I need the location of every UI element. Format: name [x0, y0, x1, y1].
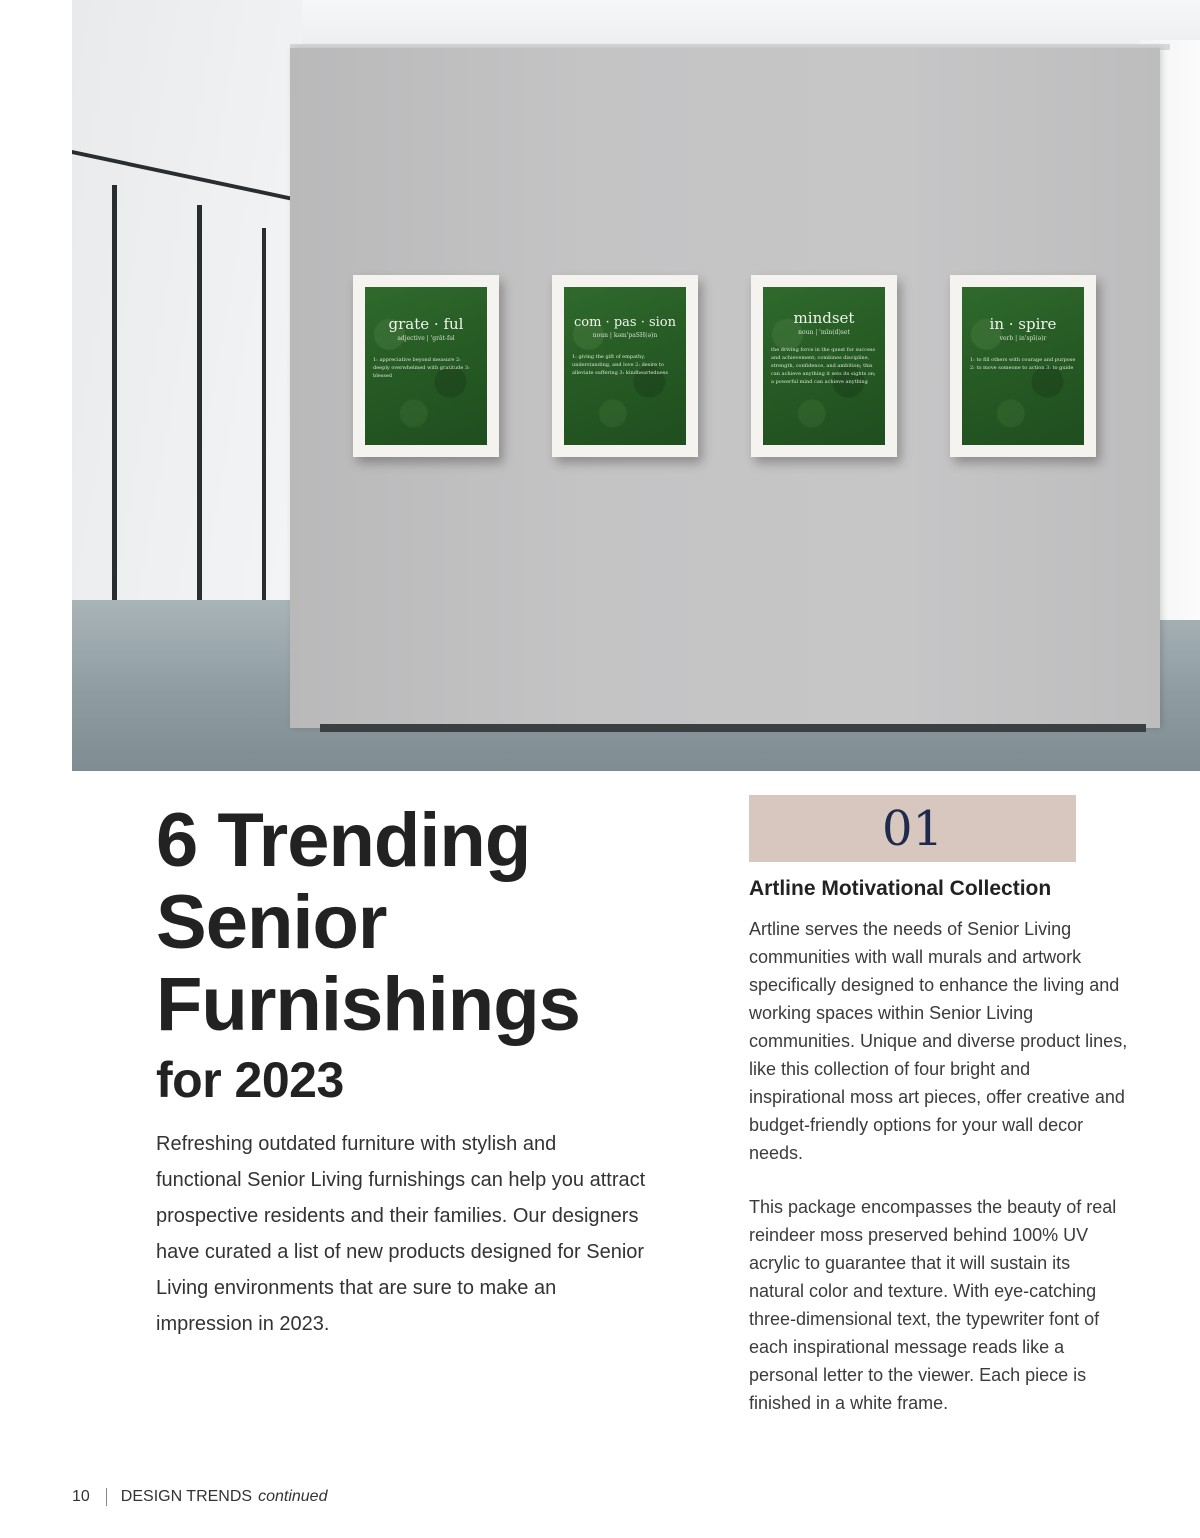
- moss-art-frame: [751, 275, 897, 457]
- art-definition: 1: giving the gift of empathy, understanding, and love 2: desire to alleviate suffering 3: kindheartedness: [572, 354, 668, 376]
- hero-photo: [72, 0, 1200, 771]
- section-paragraph: Artline serves the needs of Senior Living communities with wall murals and artwork specifically designed to enhance the living and working spaces within Senior Living communities. Unique and diverse product lines, like this collection of four bright and inspirational moss art pieces, offer creative and budget-friendly options for your wall decor needs.: [749, 919, 1128, 1163]
- art-pronunciation: verb | in'spī(ə)r: [999, 335, 1047, 342]
- moss-art-frame: [950, 275, 1096, 457]
- footer-divider: [106, 1488, 107, 1506]
- footer-continued: continued: [258, 1488, 328, 1505]
- art-word: grate · ful: [388, 315, 464, 333]
- art-pronunciation: adjective | 'grāt-fəl: [397, 335, 455, 342]
- title-line: 6 Trending: [156, 798, 531, 883]
- art-pronunciation: noun | kəm'paSH(ə)n: [592, 332, 658, 339]
- moss-art: [962, 287, 1084, 445]
- moss-art: [763, 287, 885, 445]
- art-word: com · pas · sion: [573, 315, 676, 330]
- art-definition: 1: appreciative beyond measure 2: deeply overwhelmed with gratitude 3: blessed: [373, 357, 470, 379]
- section-heading: Artline Motivational Collection: [749, 877, 1052, 900]
- page-footer: [72, 1488, 327, 1506]
- art-word: in · spire: [989, 315, 1057, 333]
- item-number: 01: [881, 800, 944, 857]
- moss-art-frame: [552, 275, 698, 457]
- title-subline: for 2023: [156, 1052, 344, 1108]
- art-definition: the driving force in the quest for success and achievement; combines discipline, strength, confidence, and ambition; this can achieve anything it sets its sights on; a powerful mind can achieve anything: [771, 347, 876, 385]
- art-word: mindset: [793, 309, 855, 327]
- title-line: Furnishings: [156, 962, 580, 1047]
- title-line: Senior: [156, 880, 387, 965]
- intro-paragraph: Refreshing outdated furniture with stylish and functional Senior Living furnishings can help you attract prospective residents and their families. Our designers have curated a list of new products designed for Senior Living environments that are sure to make an impression in 2023.: [156, 1133, 646, 1335]
- window-mullion: [197, 205, 202, 645]
- section-paragraph: This package encompasses the beauty of real reindeer moss preserved behind 100% UV acrylic to guarantee that it will sustain its natural color and texture. With eye-catching three-dimensional text, the typewriter font of each inspirational message reads like a personal letter to the viewer. Each piece is finished in a white frame.: [749, 1197, 1117, 1413]
- window-mullion: [262, 228, 266, 608]
- page-number: 10: [72, 1488, 90, 1505]
- wall-base: [320, 724, 1146, 732]
- footer-section: DESIGN TRENDS: [120, 1488, 253, 1505]
- moss-art-frame: [353, 275, 499, 457]
- moss-art: [365, 287, 487, 445]
- art-pronunciation: noun | 'mīn(d)set: [798, 329, 850, 336]
- art-definition: 1: to fill others with courage and purpose 2: to move someone to action 3: to guide: [970, 357, 1076, 371]
- moss-art: [564, 287, 686, 445]
- page-title: [156, 800, 676, 1110]
- item-number-badge: [749, 795, 1076, 862]
- window-wall: [72, 0, 302, 680]
